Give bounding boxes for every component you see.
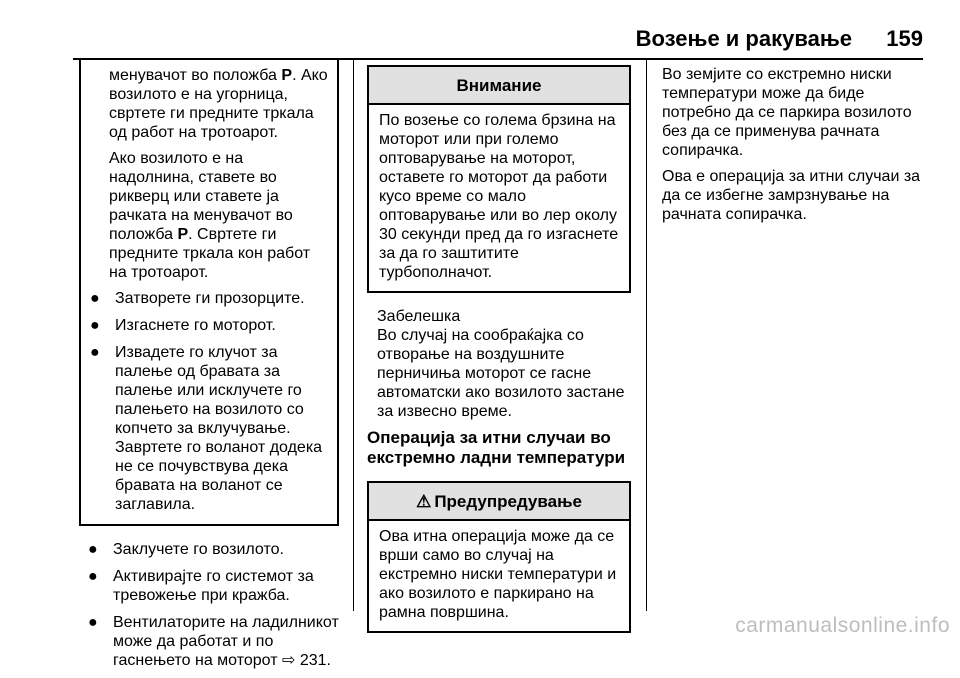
gear-p-label: P — [177, 226, 189, 243]
list-item: ● Изгаснете го моторот. — [90, 317, 276, 334]
note-block — [367, 307, 631, 421]
watermark-text: carmanualsonline.info — [735, 614, 950, 637]
section-heading: Операција за итни случаи во екстремно ладни температури — [367, 428, 626, 467]
list-item: ● Активирајте го системот за тревожење при кражба. — [88, 568, 314, 604]
page-reference-link[interactable]: 231. — [299, 652, 331, 669]
boxed-bullet-list — [87, 289, 331, 514]
note-body: Во случај на сообраќајка со отворање на воздушните перничиња моторот се гасне автоматски ако возилото застане за извесно време. — [377, 327, 625, 420]
paragraph-downhill: Ако возилото е на надолнина, ставете во рикверц или ставете ја рачката на менувачот во положба P. Свртете ги предните тркала кон работ на тротоарот. — [109, 150, 311, 281]
page-number: 159 — [886, 26, 923, 51]
gear-p-label: P — [281, 67, 293, 84]
page-reference-icon: ⇨ — [281, 652, 296, 669]
warning-box — [367, 481, 631, 633]
paragraph-uphill: менувачот во положба P. Ако возилото е на угорница, свртете ги предните тркала од работ на тротоарот. — [109, 67, 328, 141]
list-item: ● Затворете ги прозорците. — [90, 290, 305, 307]
caution-box — [367, 65, 631, 293]
running-header-title: Возење и ракување — [635, 26, 852, 51]
continued-box — [79, 60, 339, 526]
warning-body: Ова итна операција може да се врши само во случај на екстремно ниски температури и ако возилото е паркирано на рамна површина. — [379, 528, 617, 621]
bullet-icon: ● — [90, 317, 100, 334]
bullet-icon: ● — [90, 290, 100, 307]
column-divider-left — [353, 60, 354, 611]
list-item: ● Извадете го клучот за палење од бравата за палење или исклучете го палењето на возилото со копчето за вклучување. Завртете го воланот додека не се почувствува дека бравата на воланот се заглавила. — [90, 344, 323, 513]
caution-body: По возење со голема брзина на моторот или при големо оптоварување на моторот, оставете го моторот да работи кусо време со мало оптоварување или во лер околу 30 секунди пред да го изгаснете за да го заштитите турбополначот. — [379, 112, 619, 281]
bullet-icon: ● — [88, 541, 98, 558]
list-item: ● Заклучете го возилото. — [88, 541, 284, 558]
warning-header — [369, 483, 629, 521]
warning-triangle-icon: ⚠ — [416, 492, 432, 511]
bullet-icon: ● — [88, 568, 98, 585]
list-item: ● Вентилаторите на ладилникот може да работат и по гаснењето на моторот ⇨ 231. — [88, 614, 339, 669]
bullet-list — [79, 540, 339, 670]
bullet-icon: ● — [88, 614, 98, 631]
column-divider-right — [646, 60, 647, 611]
paragraph: Во земјите со екстремно ниски температури може да биде потребно да се паркира возилото без да се применува рачната сопирачка. — [662, 66, 912, 159]
bullet-icon: ● — [90, 344, 100, 361]
note-title: Забелешка — [377, 308, 461, 325]
caution-title: Внимание — [369, 67, 629, 105]
column-middle — [367, 65, 631, 633]
column-right — [662, 65, 930, 231]
paragraph: Ова е операција за итни случаи за да се избегне замрзнување на рачната сопирачка. — [662, 168, 921, 223]
continued-paragraphs — [87, 66, 331, 282]
warning-title: Предупредување — [434, 492, 582, 511]
column-left — [79, 60, 339, 678]
